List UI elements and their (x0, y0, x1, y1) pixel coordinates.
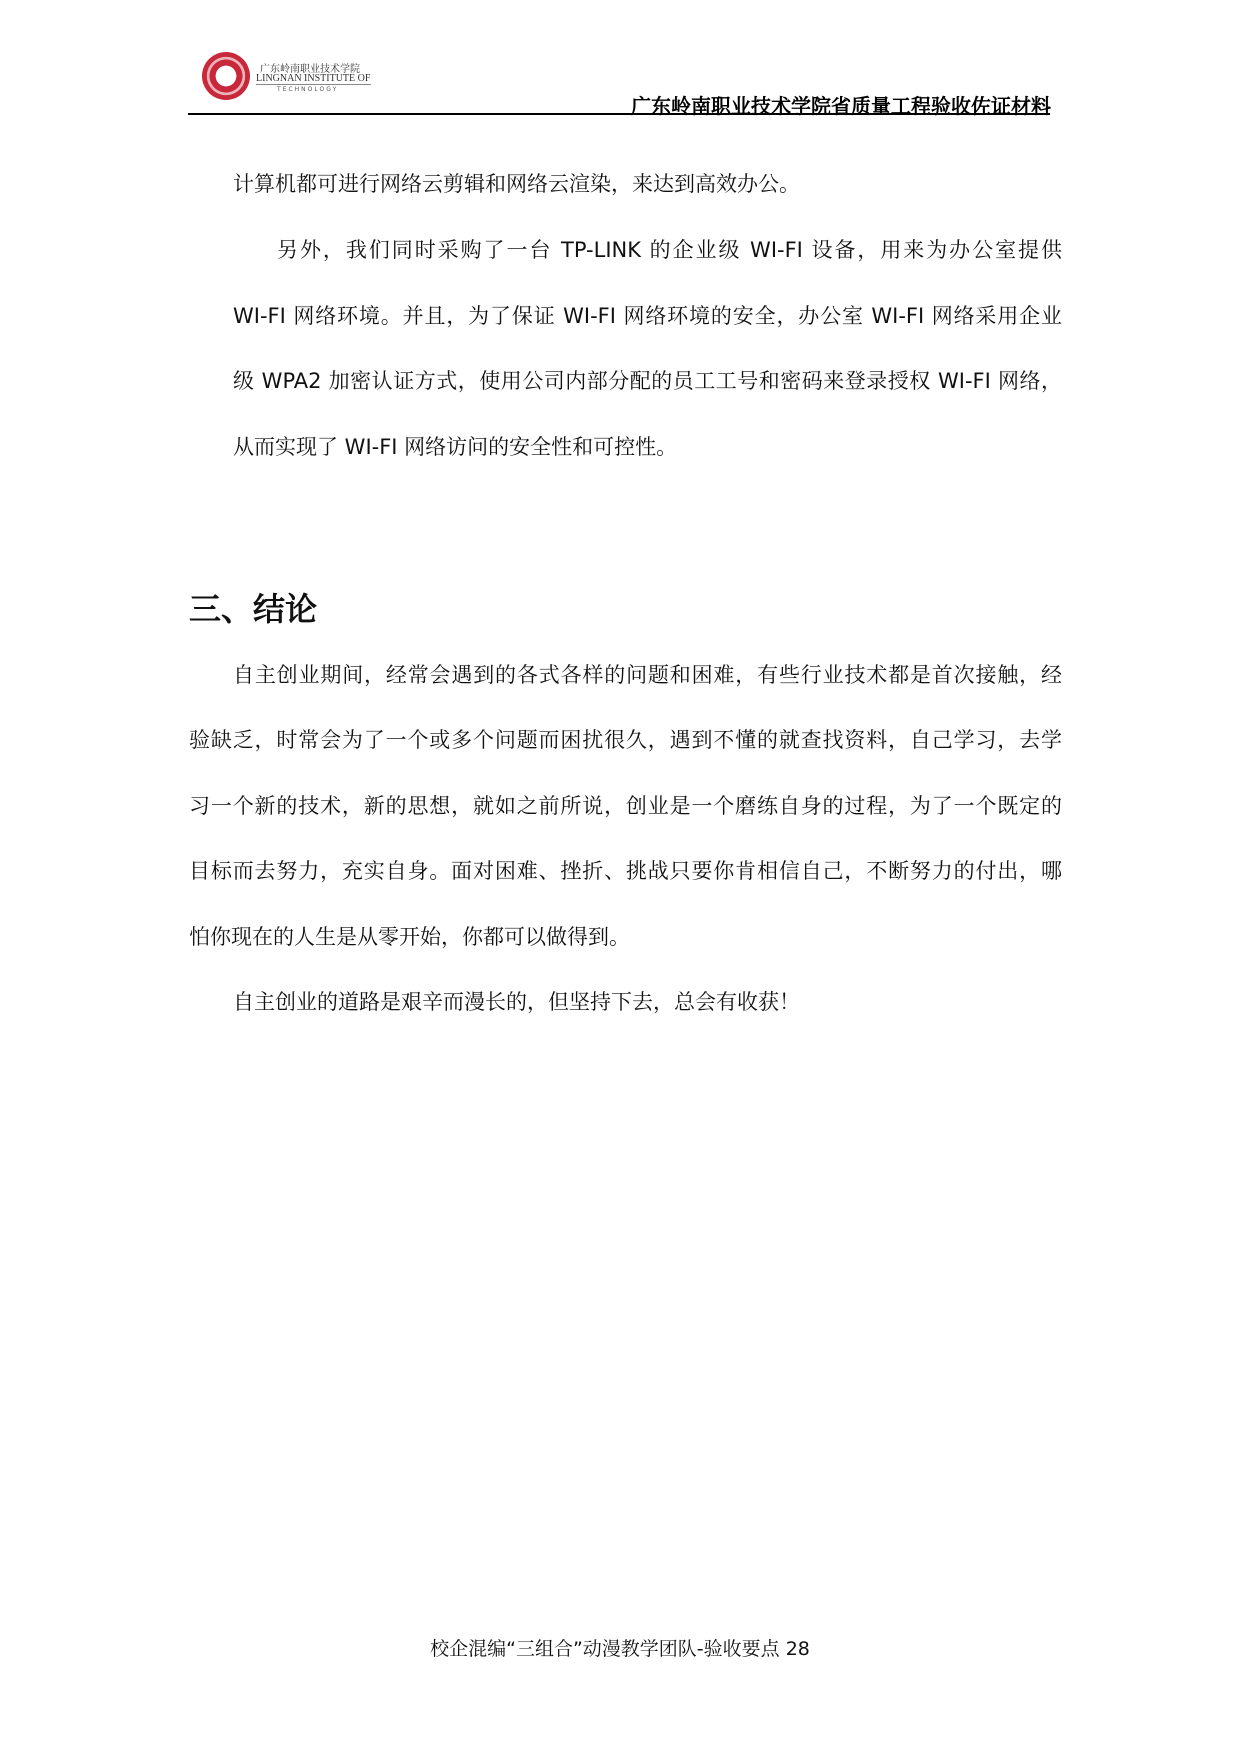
section-heading: 三、结论 (189, 590, 318, 628)
logo-divider (256, 84, 371, 85)
paragraph-line: 习一个新的技术，新的思想，就如之前所说，创业是一个磨练自身的过程，为了一个既定的 (189, 794, 1062, 818)
paragraph-line: 从而实现了 WI-FI 网络访问的安全性和可控性。 (233, 435, 678, 459)
paragraph-line: 另外，我们同时采购了一台 TP-LINK 的企业级 WI-FI 设备，用来为办公室提供 (277, 238, 1062, 262)
page-footer: 校企混编“三组合”动漫教学团队-验收要点 28 (430, 1638, 810, 1660)
paragraph-line: 验缺乏，时常会为了一个或多个问题而困扰很久，遇到不懂的就查找资料，自己学习，去学 (189, 728, 1062, 752)
paragraph-line: 自主创业期间，经常会遇到的各式各样的问题和困难，有些行业技术都是首次接触，经 (233, 663, 1062, 687)
logo-english-name: LINGNAN INSTITUTE OF (256, 73, 371, 84)
institute-logo-seal (202, 52, 250, 100)
paragraph-line: WI-FI 网络环境。并且，为了保证 WI-FI 网络环境的安全，办公室 WI-FI 网络采用企业 (233, 304, 1062, 328)
paragraph-line: 级 WPA2 加密认证方式，使用公司内部分配的员工工号和密码来登录授权 WI-FI 网络， (233, 369, 1062, 393)
logo-english-sub: TECHNOLOGY (277, 86, 339, 93)
logo-chinese-name: 广东岭南职业技术学院 (260, 64, 360, 75)
header-title: 广东岭南职业技术学院省质量工程验收佐证材料 (631, 94, 1051, 118)
paragraph-line: 计算机都可进行网络云剪辑和网络云渲染，来达到高效办公。 (233, 172, 800, 196)
header-divider (188, 113, 1050, 115)
paragraph-line: 怕你现在的人生是从零开始，你都可以做得到。 (189, 925, 630, 949)
paragraph-line: 自主创业的道路是艰辛而漫长的，但坚持下去，总会有收获！ (233, 990, 800, 1014)
paragraph-line: 目标而去努力，充实自身。面对困难、挫折、挑战只要你肯相信自己，不断努力的付出，哪 (189, 859, 1062, 883)
